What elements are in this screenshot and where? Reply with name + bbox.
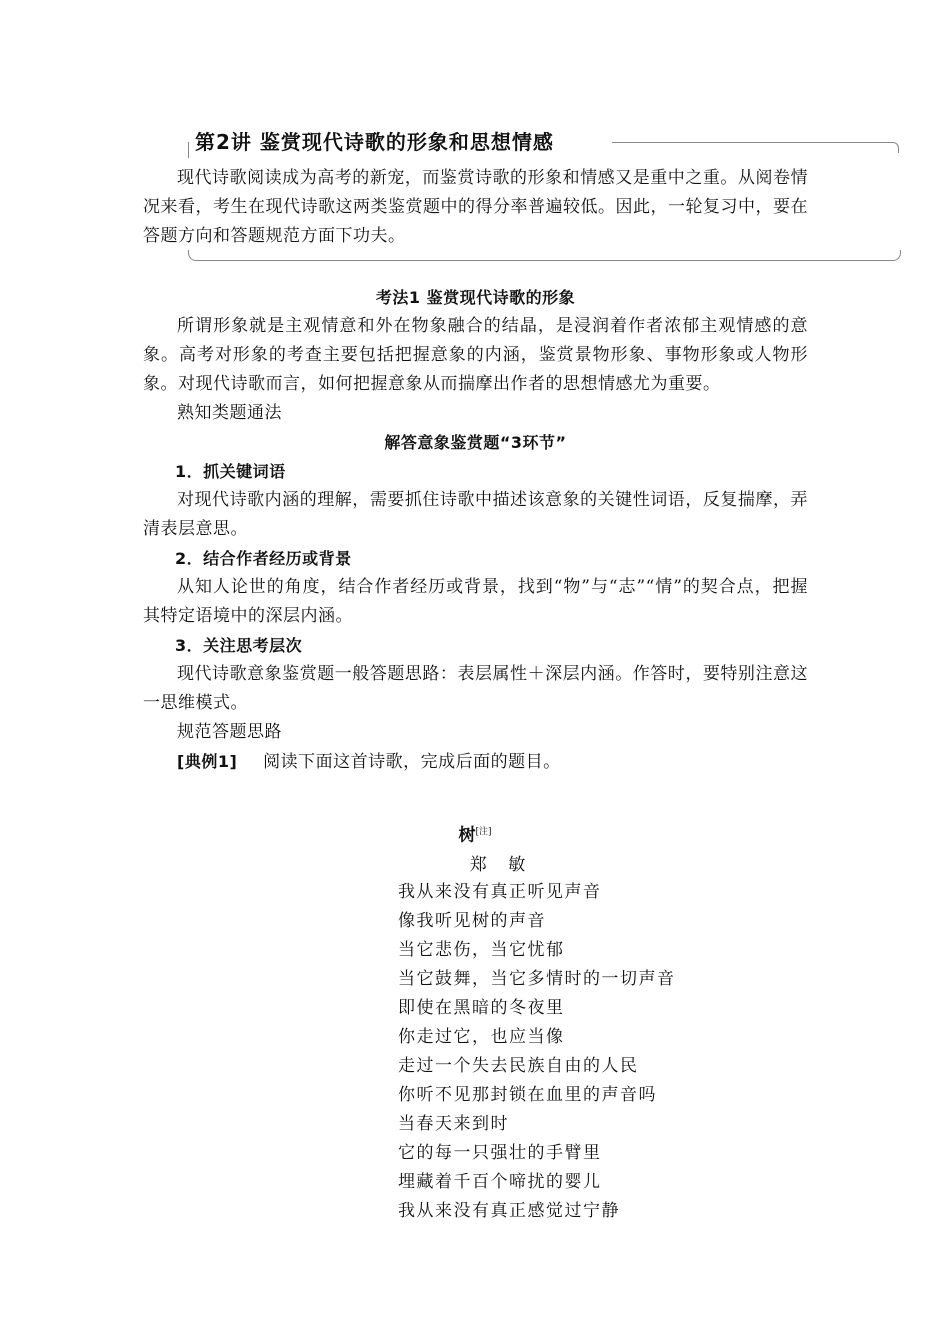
example-text: 阅读下面这首诗歌，完成后面的题目。 [263, 752, 561, 772]
header-bottom-rule [188, 250, 901, 261]
intro-paragraph: 现代诗歌阅读成为高考的新宠，而鉴赏诗歌的形象和情感又是重中之重。从阅卷情况来看，考生在现代诗歌这两类鉴赏题中的得分率普遍较低。因此，一轮复习中，要在答题方向和答题规范方面下功夫。 [143, 168, 808, 246]
poem-author: 郑 敏 [469, 855, 526, 875]
header-top-rule [612, 142, 899, 153]
poem-line: 埋藏着千百个啼扰的婴儿 [398, 1172, 602, 1192]
step-2-text: 从知人论世的角度，结合作者经历或背景，找到“物”与“志”“情”的契合点，把握其特定语境中的深层内涵。 [143, 577, 808, 626]
section-heading: 考法1 鉴赏现代诗歌的形象 [375, 288, 576, 307]
poem-line: 即使在黑暗的冬夜里 [398, 998, 565, 1018]
method-title: 解答意象鉴赏题“3环节” [384, 433, 567, 452]
header-left-rule [188, 142, 189, 158]
poem-line: 走过一个失去民族自由的人民 [398, 1056, 639, 1076]
step-3-text: 现代诗歌意象鉴赏题一般答题思路：表层属性＋深层内涵。作答时，要特别注意这一思维模式。 [143, 664, 808, 713]
poem-line: 它的每一只强壮的手臂里 [398, 1143, 602, 1163]
poem-body [398, 878, 676, 1226]
poem-line: 像我听见树的声音 [398, 911, 546, 931]
poem-line: 你走过它，也应当像 [398, 1027, 565, 1047]
intro-block [143, 164, 808, 251]
example-line [143, 747, 808, 777]
poem-line: 当它悲伤，当它忧郁 [398, 940, 565, 960]
subheading-methods: 熟知类题通法 [177, 403, 282, 423]
section-paragraph: 所谓形象就是主观情意和外在物象融合的结晶，是浸润着作者浓郁主观情感的意象。高考对形象的考查主要包括把握意象的内涵，鉴赏景物形象、事物形象或人物形象。对现代诗歌而言，如何把握意象从而揣摩出作者的思想情感尤为重要。 [143, 316, 808, 394]
step-1-label: 1．抓关键词语 [175, 462, 286, 481]
poem-line: 我从来没有真正听见声音 [398, 882, 602, 902]
lesson-title: 第2讲 鉴赏现代诗歌的形象和思想情感 [195, 128, 562, 156]
poem-line: 我从来没有真正感觉过宁静 [398, 1201, 620, 1221]
example-label: [典例1] [177, 752, 238, 771]
poem-line: 当春天来到时 [398, 1114, 509, 1134]
poem-note-marker: [注] [475, 827, 492, 837]
subheading-answer: 规范答题思路 [177, 722, 282, 742]
step-1-text: 对现代诗歌内涵的理解，需要抓住诗歌中描述该意象的关键性词语，反复揣摩，弄清表层意思。 [143, 490, 808, 539]
poem-title-line [0, 818, 950, 851]
step-3-label: 3．关注思考层次 [175, 636, 303, 655]
poem-line: 当它鼓舞，当它多情时的一切声音 [398, 969, 676, 989]
poem-title: 树 [458, 825, 476, 846]
main-content [143, 283, 808, 777]
step-2-label: 2．结合作者经历或背景 [175, 549, 352, 568]
poem-line: 你听不见那封锁在血里的声音吗 [398, 1085, 657, 1105]
